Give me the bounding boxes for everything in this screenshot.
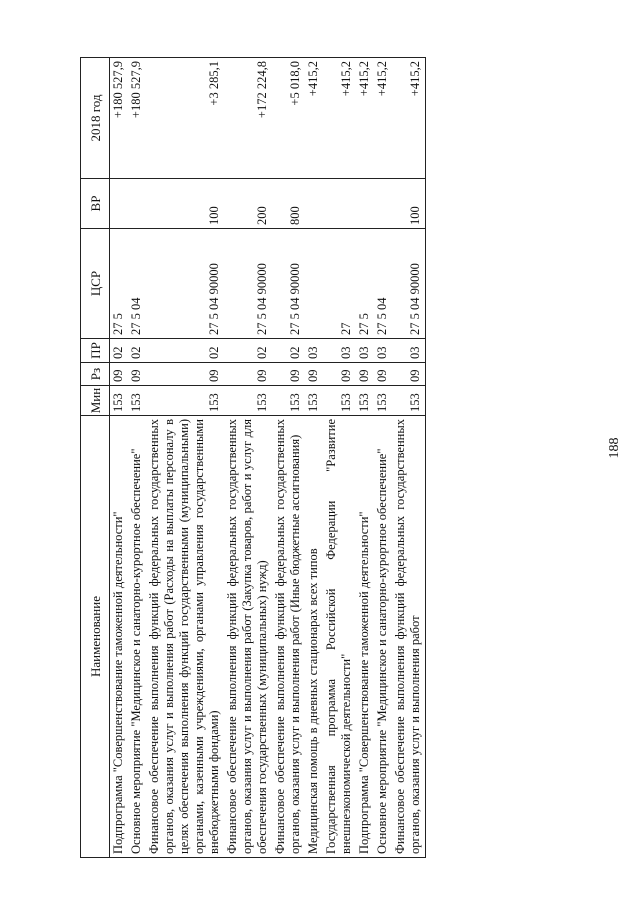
cell-name: Финансовое обеспечение выполнения функций федеральных государственных органов, оказания услуг и выполнения работ [392,416,426,858]
table-body [110,58,426,858]
cell-rz: 09 [356,363,374,386]
cell-name: Основное мероприятие "Медицинское и санаторно-курортное обеспечение" [374,416,392,858]
cell-min: 153 [374,386,392,416]
cell-csr: 27 5 04 90000 [392,229,426,339]
cell-year: +415,2 [323,58,356,179]
table-row [392,58,426,858]
header-year: 2018 год [81,58,110,179]
cell-pr: 03 [323,339,356,363]
cell-rz: 09 [305,363,323,386]
cell-rz: 09 [374,363,392,386]
cell-pr: 03 [305,339,323,363]
cell-min: 153 [128,386,146,416]
cell-csr: 27 5 04 [128,229,146,339]
cell-min: 153 [110,386,129,416]
cell-rz: 09 [146,363,224,386]
cell-vr [323,179,356,229]
cell-vr [356,179,374,229]
header-min: Мин [81,386,110,416]
cell-csr: 27 5 04 90000 [146,229,224,339]
cell-rz: 09 [272,363,305,386]
cell-csr: 27 5 04 90000 [224,229,272,339]
cell-year: +3 285,1 [146,58,224,179]
cell-pr: 03 [392,339,426,363]
table-row [110,58,129,858]
cell-rz: 09 [128,363,146,386]
cell-year: +180 527,9 [128,58,146,179]
cell-pr: 02 [146,339,224,363]
page-number: 188 [607,437,622,459]
table-row [272,58,305,858]
budget-table [80,57,426,858]
cell-rz: 09 [224,363,272,386]
header-vr: ВР [81,179,110,229]
cell-pr: 03 [374,339,392,363]
table-row [146,58,224,858]
cell-name: Подпрограмма "Совершенствование таможенной деятельности" [110,416,129,858]
cell-name: Подпрограмма "Совершенствование таможенной деятельности" [356,416,374,858]
cell-csr: 27 5 [110,229,129,339]
cell-name: Финансовое обеспечение выполнения функций федеральных государственных органов, оказания услуг и выполнения работ (Расходы на выплаты персоналу в целях обеспечения выполнения функций государственными (муниципальными) органами, казенными учреждениями, органами управления государственными внебюджетными фондами) [146,416,224,858]
cell-csr: 27 [323,229,356,339]
cell-year: +180 527,9 [110,58,129,179]
table-row [305,58,323,858]
cell-vr: 100 [392,179,426,229]
cell-pr: 02 [128,339,146,363]
cell-year: +415,2 [356,58,374,179]
cell-min: 153 [305,386,323,416]
table-row [356,58,374,858]
cell-min: 153 [356,386,374,416]
rotated-page [80,58,590,858]
cell-vr [374,179,392,229]
cell-vr [110,179,129,229]
header-pr: ПР [81,339,110,363]
cell-rz: 09 [392,363,426,386]
cell-year: +415,2 [305,58,323,179]
cell-name: Финансовое обеспечение выполнения функций федеральных государственных органов, оказания услуг и выполнения работ (Иные бюджетные ассигнования) [272,416,305,858]
cell-min: 153 [392,386,426,416]
cell-year: +172 224,8 [224,58,272,179]
cell-rz: 09 [110,363,129,386]
header-name: Наименование [81,416,110,858]
table-row [323,58,356,858]
cell-min: 153 [272,386,305,416]
cell-vr: 100 [146,179,224,229]
cell-name: Основное мероприятие "Медицинское и санаторно-курортное обеспечение" [128,416,146,858]
table-row [224,58,272,858]
table-row [128,58,146,858]
cell-min: 153 [224,386,272,416]
cell-vr [128,179,146,229]
cell-csr: 27 5 [356,229,374,339]
cell-csr: 27 5 04 90000 [272,229,305,339]
cell-name: Финансовое обеспечение выполнения функций федеральных государственных органов, оказания услуг и выполнения работ (Закупка товаров, работ и услуг для обеспечения государственных (муниципальных) нужд) [224,416,272,858]
header-csr: ЦСР [81,229,110,339]
header-rz: Рз [81,363,110,386]
cell-pr: 03 [356,339,374,363]
cell-vr: 800 [272,179,305,229]
cell-year: +415,2 [374,58,392,179]
cell-pr: 02 [272,339,305,363]
cell-name: Государственная программа Российской Федерации "Развитие внешнеэкономической деятельности" [323,416,356,858]
cell-pr: 02 [110,339,129,363]
cell-min: 153 [323,386,356,416]
cell-min: 153 [146,386,224,416]
cell-csr: 27 5 04 [374,229,392,339]
cell-pr: 02 [224,339,272,363]
table-row [374,58,392,858]
cell-rz: 09 [323,363,356,386]
cell-name: Медицинская помощь в дневных стационарах всех типов [305,416,323,858]
cell-vr: 200 [224,179,272,229]
cell-csr [305,229,323,339]
table-header [81,58,110,858]
cell-year: +5 018,0 [272,58,305,179]
cell-year: +415,2 [392,58,426,179]
cell-vr [305,179,323,229]
